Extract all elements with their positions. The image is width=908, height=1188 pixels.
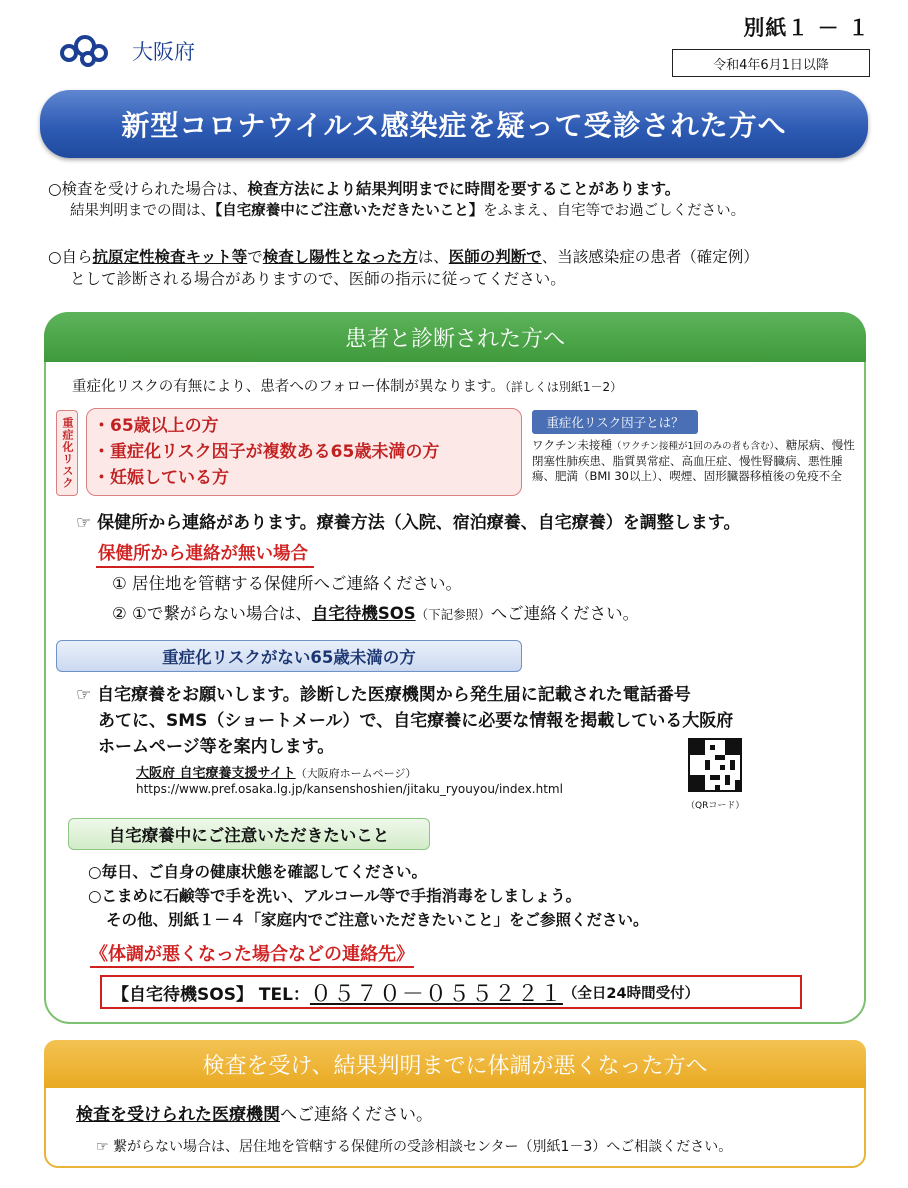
logo-text: 大阪府: [132, 40, 195, 64]
qr-code-icon: [688, 738, 742, 792]
qr-caption: （QRコード）: [686, 801, 745, 811]
support-site-link[interactable]: 大阪府 自宅療養支援サイト（大阪府ホームページ）: [136, 766, 417, 781]
page-title: 新型コロナウイルス感染症を疑って受診された方へ: [40, 90, 868, 158]
low-risk-tag: 重症化リスクがない65歳未満の方: [56, 640, 522, 672]
support-site-url[interactable]: https://www.pref.osaka.lg.jp/kansenshoshien/jitaku_ryouyou/index.html: [136, 782, 563, 796]
no-contact-step-2: ② ①で繋がらない場合は、自宅待機SOS（下記参照）へご連絡ください。: [112, 604, 640, 623]
pointing-hand-icon: ☞: [96, 1139, 109, 1155]
home-care-caution-tag: 自宅療養中にご注意いただきたいこと: [68, 818, 430, 850]
diagnosed-header: 患者と診断された方へ: [44, 312, 866, 362]
risk-factor-title: 重症化リスク因子とは？: [532, 410, 698, 434]
risk-label: 重症化リスク: [56, 410, 78, 496]
pointing-hand-icon: ☞: [76, 685, 92, 705]
risk-item: ・65歳以上の方: [93, 416, 219, 436]
diagnosed-lead: 重症化リスクの有無により、患者へのフォロー体制が異なります。（詳しくは別紙1－2）: [72, 379, 623, 395]
sos-phone-number[interactable]: ０５７０－０５５２２１: [309, 981, 563, 1007]
intro-paragraph-1: ○検査を受けられた場合は、検査方法により結果判明までに時間を要することがあります。 結果判明までの間は、【自宅療養中にご注意いただきたいこと】をふまえ、自宅等でお過ごしください。: [48, 180, 746, 219]
effective-date: 令和4年6月1日以降: [672, 49, 870, 77]
osaka-emblem-icon: [60, 31, 130, 71]
health-center-contact: ☞ 保健所から連絡があります。療養方法（入院、宿泊療養、自宅療養）を調整します。: [76, 513, 741, 533]
no-contact-step-1: ① 居住地を管轄する保健所へご連絡ください。: [112, 574, 463, 593]
tested-contact-line: 検査を受けられた医療機関へご連絡ください。: [76, 1105, 433, 1125]
no-contact-heading: 保健所から連絡が無い場合: [96, 540, 314, 568]
caution-list: ○毎日、ご自身の健康状態を確認してください。 ○こまめに石鹸等で手を洗い、アルコール等で手指消毒をしましょう。 その他、別紙１－４「家庭内でご注意いただきたいこと」をご参照ください。: [88, 863, 649, 929]
risk-item: ・重症化リスク因子が複数ある65歳未満の方: [93, 442, 440, 462]
high-risk-list: [86, 408, 522, 496]
intro-paragraph-2: ○自ら抗原定性検査キット等で検査し陽性となった方は、医師の判断で、当該感染症の患者（確定例） として診断される場合がありますので、医師の指示に従ってください。: [48, 248, 759, 288]
document-id: 別紙１ － １: [743, 16, 870, 40]
risk-item: ・妊娠している方: [93, 468, 229, 488]
tested-header: 検査を受け、結果判明までに体調が悪くなった方へ: [44, 1040, 866, 1088]
risk-factor-text: ワクチン未接種（ワクチン接種が1回のみの者も含む）、糖尿病、慢性閉塞性肺疾患、脂質異常症、高血圧症、慢性腎臓病、悪性腫瘍、肥満（BMI 30以上）、喫煙、固形臓器移植後の免疫不全: [532, 438, 855, 483]
self-care-notice: ☞ 自宅療養をお願いします。診断した医療機関から発生届に記載された電話番号 あてに、SMS（ショートメール）で、自宅療養に必要な情報を掲載している大阪府 ホームページ等を案内します。: [76, 682, 733, 760]
tested-fallback-line: ☞ 繋がらない場合は、居住地を管轄する保健所の受診相談センター（別紙1－3）へご相談ください。: [96, 1139, 733, 1155]
sos-phone-box[interactable]: 【自宅待機SOS】 TEL： ０５７０－０５５２２１ （全日24時間受付）: [100, 975, 802, 1009]
osaka-logo: [60, 30, 220, 72]
pointing-hand-icon: ☞: [76, 513, 92, 533]
contact-heading: 《体調が悪くなった場合などの連絡先》: [90, 940, 414, 968]
